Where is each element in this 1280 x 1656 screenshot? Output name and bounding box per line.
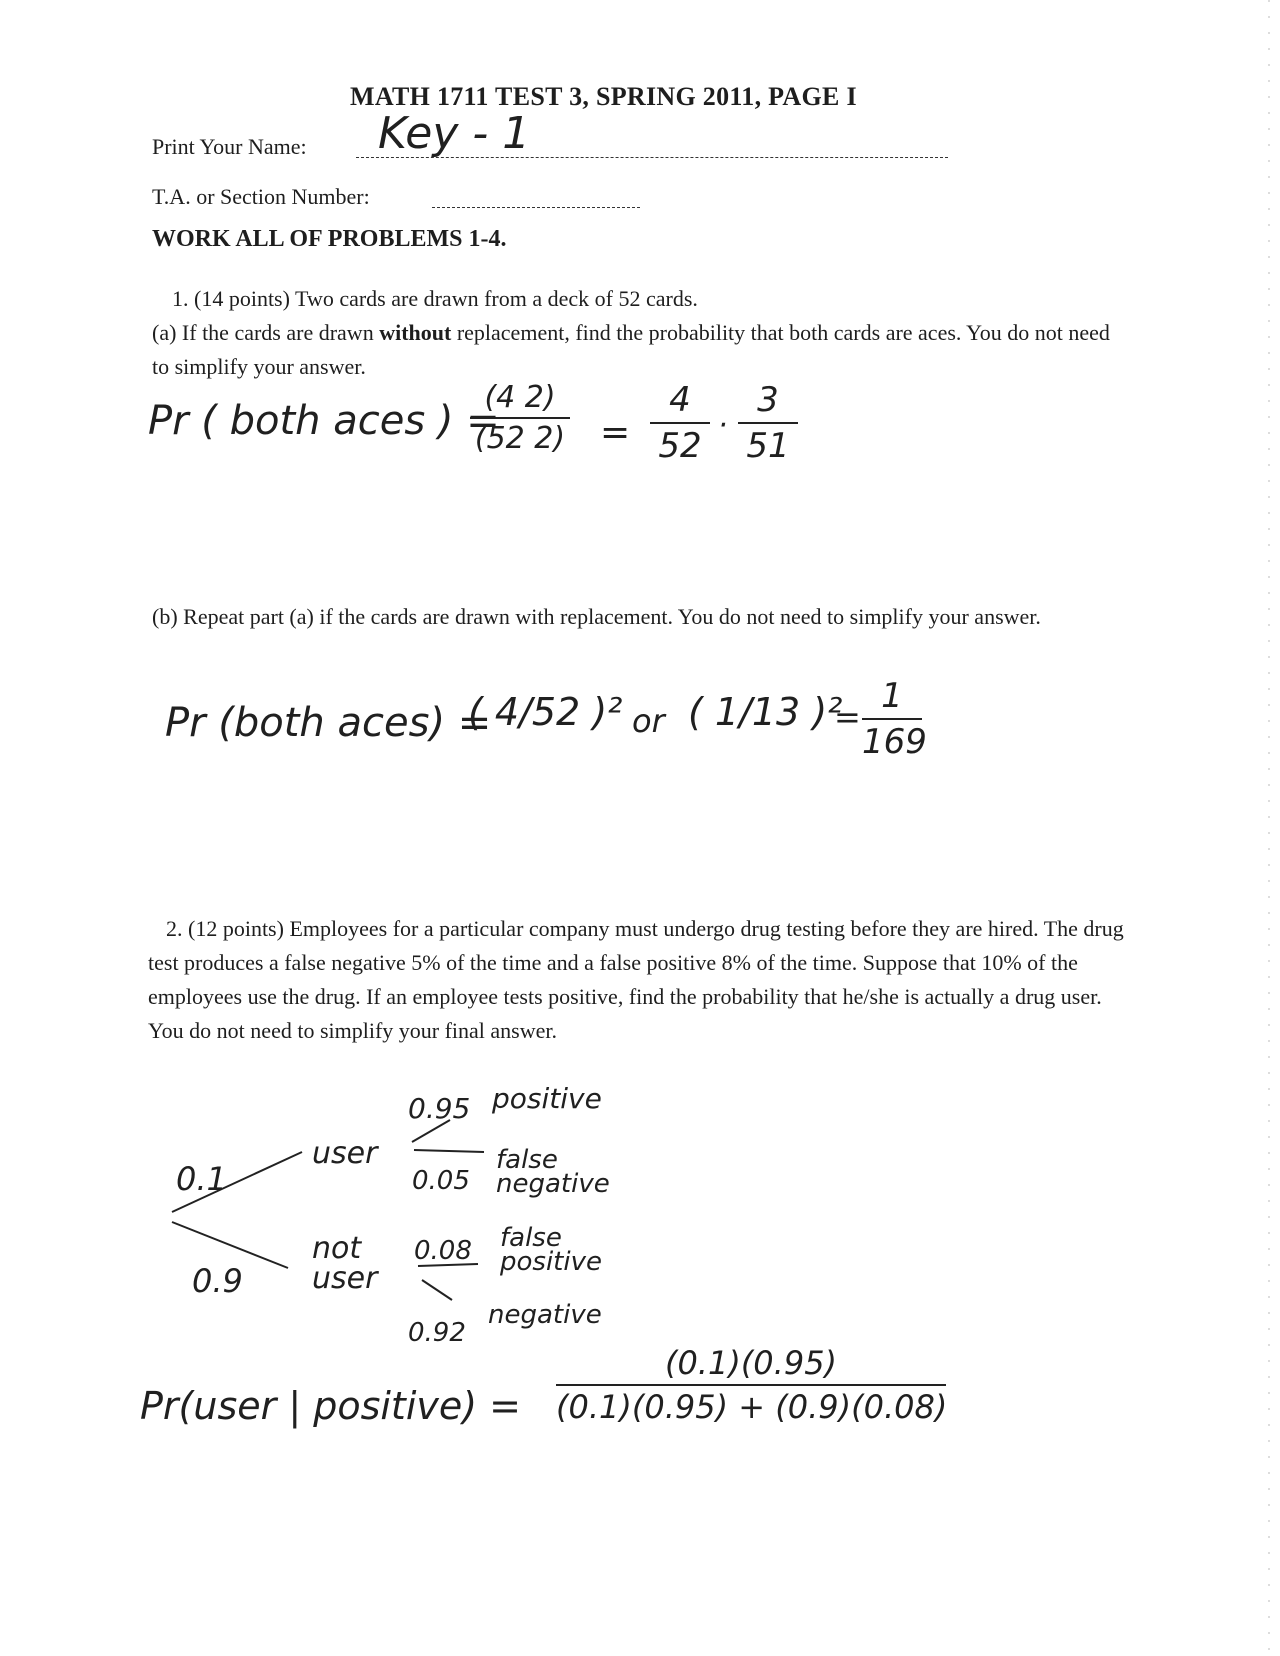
problem1-part-a (152, 316, 1132, 384)
result-numerator: 1 (881, 676, 903, 716)
binom-numerator: (4 2) (484, 380, 556, 415)
answer-a-binom (470, 380, 570, 456)
fraction-1-numerator: 4 (669, 380, 691, 420)
fraction-bar (738, 422, 798, 424)
answer-2-fraction (556, 1344, 946, 1426)
problem2-text: 2. (12 points) Employees for a particular company must undergo drug testing before they are hired. The drug test produces a false negative 5% of the time and a false positive 8% of the time. Suppose that 10% of the employees use the drug. If an employee tests positive, find the probability that he/she is actually a drug user. You do not need to simplify your final answer. (148, 916, 1124, 1043)
fraction-1-denominator: 52 (658, 426, 702, 466)
answer-a-lhs: Pr ( both aces ) = (148, 398, 500, 444)
fraction-2-numerator: 3 (757, 380, 779, 420)
answer-b-lhs: Pr (both aces) = (165, 700, 492, 746)
answer-b-term-2: ( 1/13 )² (688, 690, 843, 734)
part-a-text-post: replacement, find the probability that both cards are aces. You do not need to simplify your answer. (152, 320, 1110, 379)
tree-p-user: 0.1 (176, 1160, 227, 1198)
fraction-bar (862, 718, 922, 720)
name-label: Print Your Name: (152, 134, 307, 159)
fraction-bar (556, 1384, 946, 1386)
answer-a-fraction-2 (738, 380, 798, 466)
answer-b-equals: = (834, 698, 861, 736)
answer-a-fraction-1 (650, 380, 710, 466)
answer-b-term-1: ( 4/52 )² (468, 690, 623, 734)
page-title: MATH 1711 TEST 3, SPRING 2011, PAGE I (350, 82, 857, 111)
branch-false-negative (414, 1150, 484, 1152)
part-a-text-pre: (a) If the cards are drawn (152, 320, 380, 345)
part-a-bold: without (379, 320, 452, 345)
tree-p-false-positive: 0.08 (414, 1236, 472, 1266)
answer-2-lhs: Pr(user | positive) = (140, 1384, 522, 1428)
tree-p-false-negative: 0.05 (412, 1166, 470, 1196)
problem1-intro: 1. (14 points) Two cards are drawn from a deck of 52 cards. (172, 286, 698, 311)
problem1-part-b: (b) Repeat part (a) if the cards are drawn with replacement. You do not need to simplify your answer. (152, 604, 1041, 629)
name-value: Key - 1 (378, 108, 531, 159)
answer-a-equals: = (600, 412, 631, 453)
tree-p-negative: 0.92 (408, 1318, 466, 1348)
tree-user: user (312, 1136, 378, 1171)
scan-edge-marks (1264, 0, 1274, 1656)
section-line[interactable] (432, 207, 640, 208)
fraction-2-denominator: 51 (746, 426, 790, 466)
answer-a-dot: · (718, 408, 728, 443)
tree-p-positive: 0.95 (408, 1092, 471, 1125)
result-denominator: 169 (862, 722, 927, 762)
tree-not-user: not user (312, 1231, 378, 1296)
section-label: T.A. or Section Number: (152, 184, 370, 209)
fraction-bar (650, 422, 710, 424)
answer-b-or: or (632, 702, 665, 740)
tree-positive: positive (492, 1082, 602, 1115)
binom-denominator: (52 2) (474, 421, 566, 456)
instructions: WORK ALL OF PROBLEMS 1-4. (152, 226, 507, 252)
answer-b-result (862, 676, 927, 762)
tree-false-positive: false positive (500, 1223, 602, 1277)
tree-p-not-user: 0.9 (192, 1262, 243, 1300)
tree-false-negative: false negative (496, 1145, 610, 1199)
fraction-bar (470, 417, 570, 419)
answer-2-denominator: (0.1)(0.95) + (0.9)(0.08) (556, 1388, 948, 1426)
branch-negative (422, 1280, 452, 1300)
tree-negative: negative (488, 1300, 602, 1330)
answer-2-numerator: (0.1)(0.95) (664, 1344, 838, 1382)
